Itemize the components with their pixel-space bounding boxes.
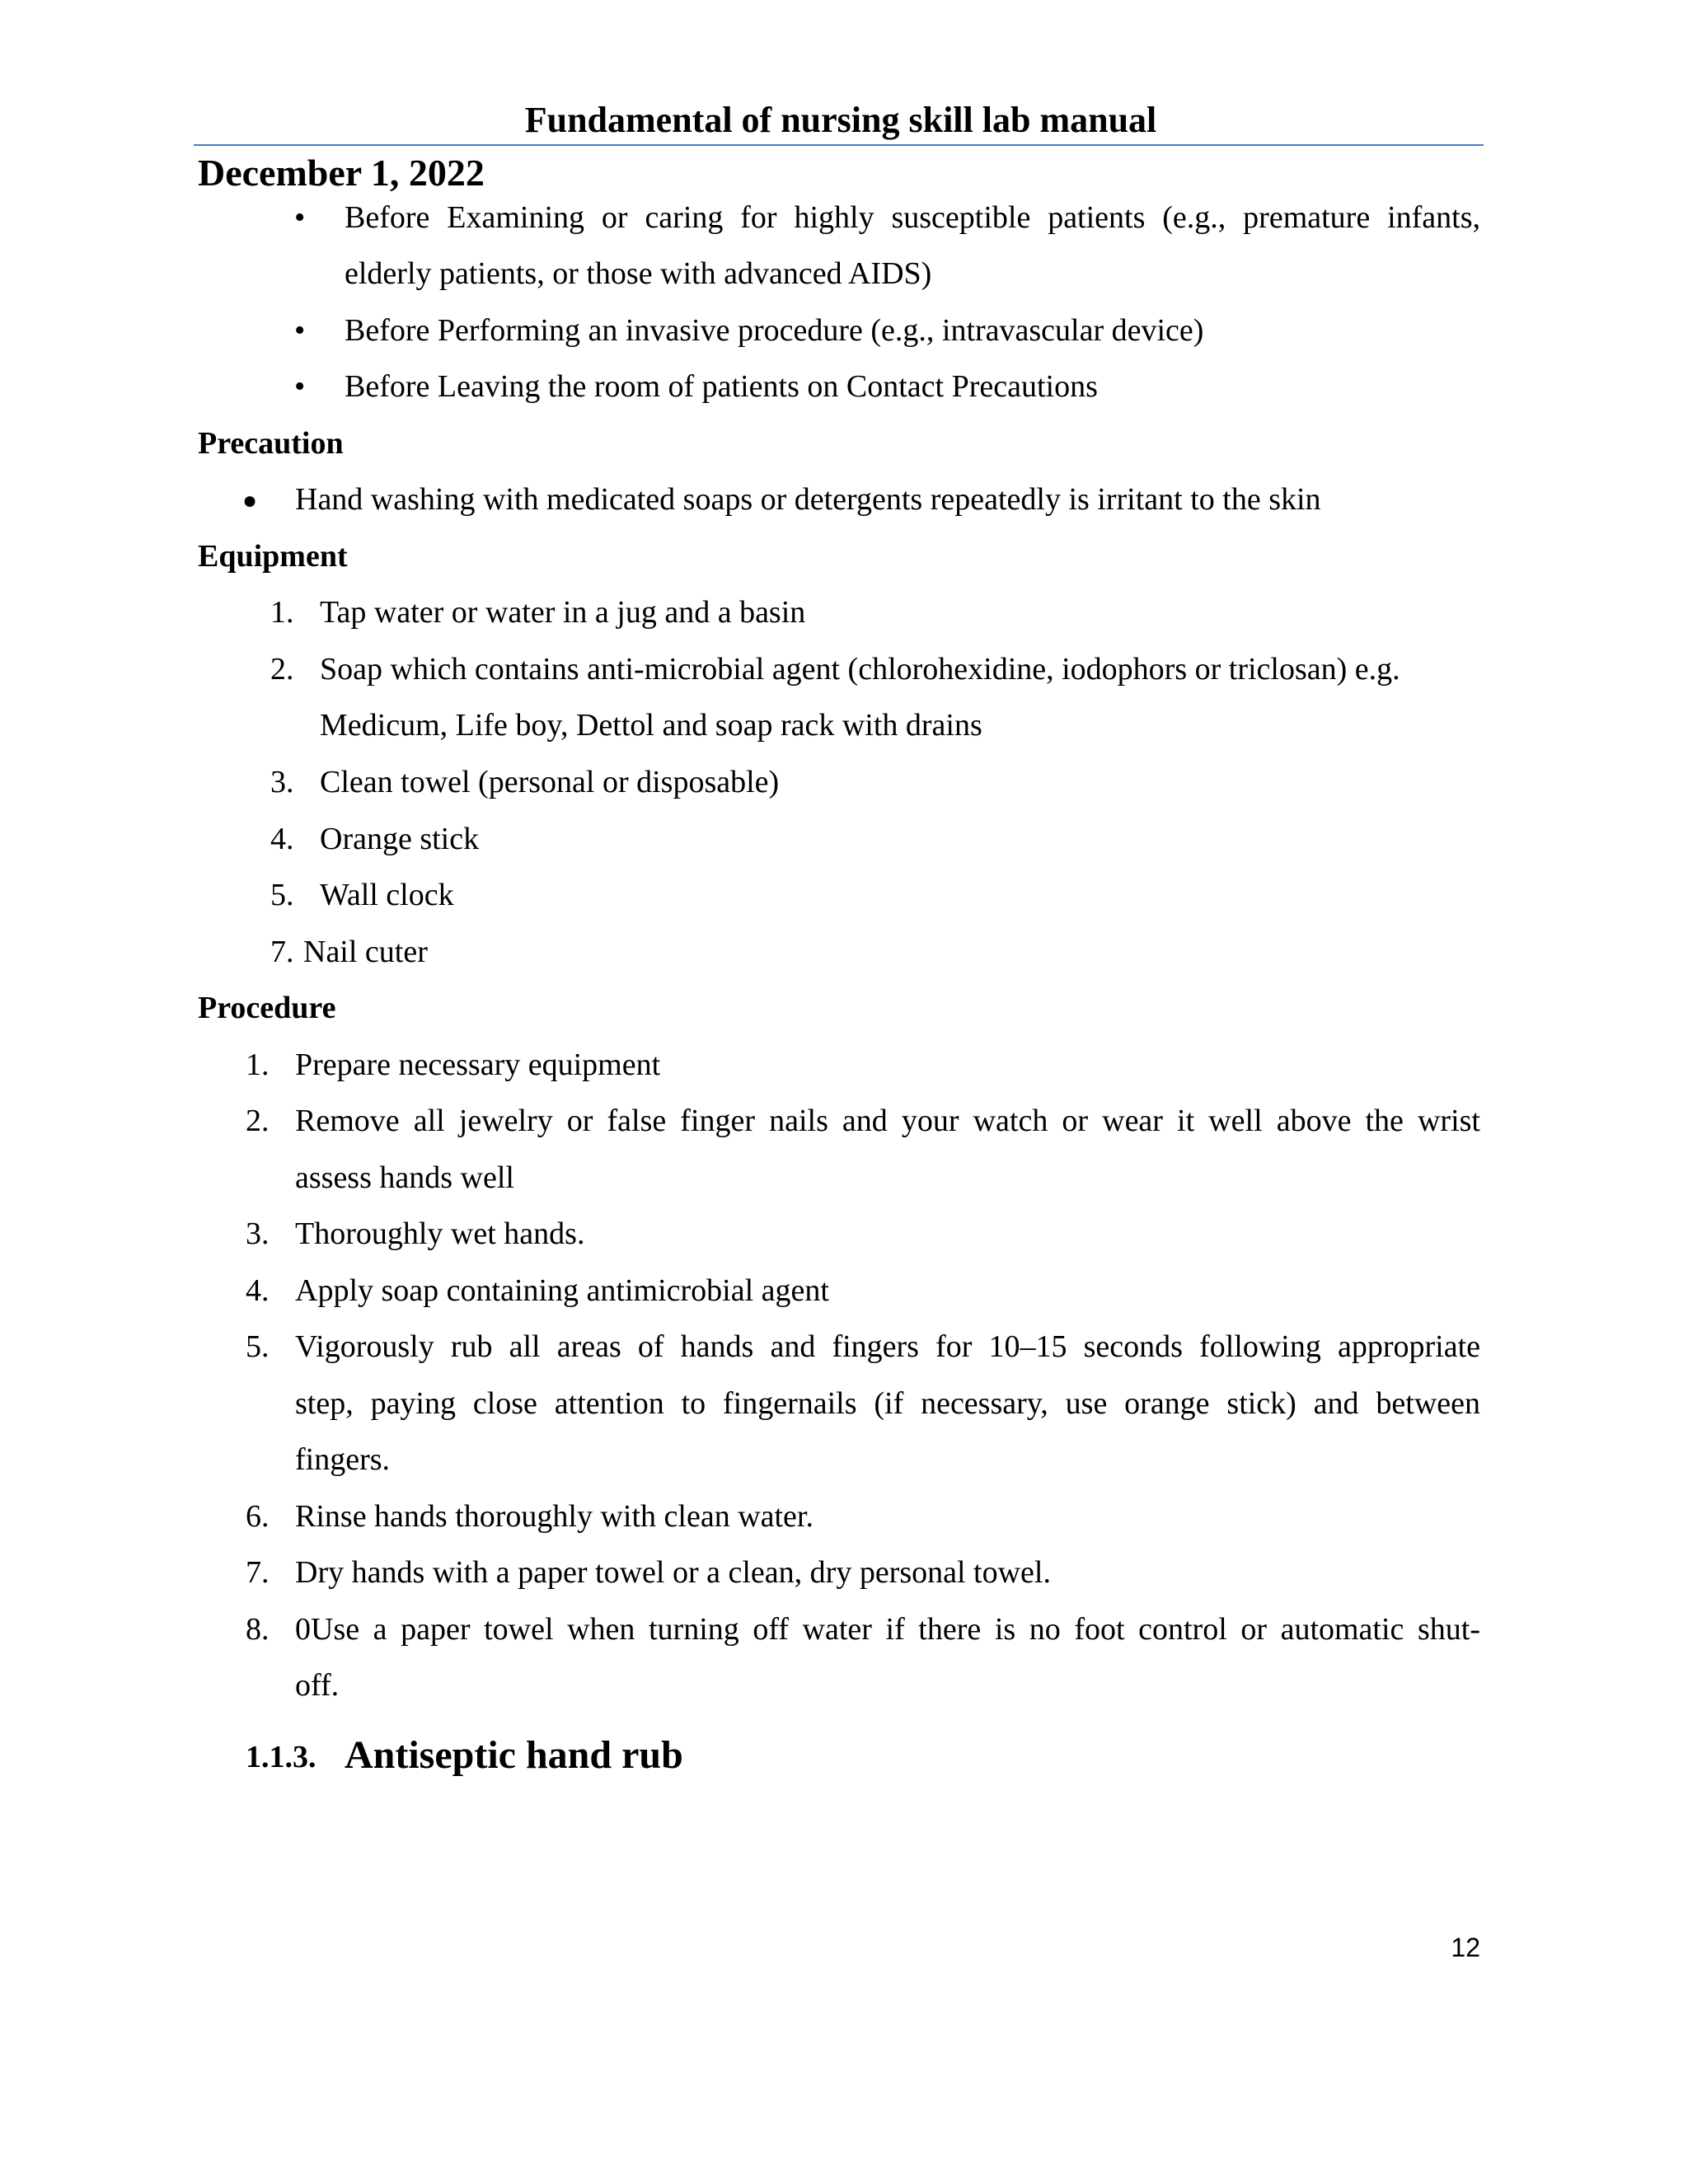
procedure-step: Apply soap containing antimicrobial agent bbox=[295, 1273, 829, 1308]
procedure-step: Dry hands with a paper towel or a clean, dry personal towel. bbox=[295, 1555, 1051, 1590]
equipment-number: 7. bbox=[270, 935, 294, 969]
bullet-marker: • bbox=[294, 200, 306, 235]
procedure-step-number: 4. bbox=[246, 1273, 270, 1308]
equipment-item: Orange stick bbox=[320, 822, 480, 856]
equipment-item: Nail cuter bbox=[303, 935, 428, 969]
bullet-marker: ● bbox=[242, 487, 258, 514]
page-number: 12 bbox=[1451, 1933, 1480, 1962]
procedure-step-number: 7. bbox=[246, 1555, 270, 1590]
bullet-item-examining: Before Examining or caring for highly susceptible patients (e.g., premature infants, bbox=[345, 200, 1480, 235]
procedure-heading: Procedure bbox=[198, 991, 336, 1025]
procedure-step: 0Use a paper towel when turning off water if there is no foot control or automatic shut- bbox=[295, 1612, 1480, 1647]
procedure-step-number: 3. bbox=[246, 1216, 270, 1251]
procedure-step-number: 2. bbox=[246, 1104, 270, 1138]
equipment-item-cont: Medicum, Life boy, Dettol and soap rack with drains bbox=[320, 708, 982, 743]
bullet-marker: • bbox=[294, 369, 306, 404]
equipment-heading: Equipment bbox=[198, 539, 348, 574]
bullet-item-leaving: Before Leaving the room of patients on Contact Precautions bbox=[345, 369, 1098, 404]
procedure-step-cont: assess hands well bbox=[295, 1160, 514, 1195]
bullet-item-examining-cont: elderly patients, or those with advanced AIDS) bbox=[345, 256, 932, 291]
subsection-number: 1.1.3. bbox=[246, 1740, 316, 1774]
procedure-step: Thoroughly wet hands. bbox=[295, 1216, 585, 1251]
subsection-title: Antiseptic hand rub bbox=[345, 1733, 683, 1777]
precaution-item: Hand washing with medicated soaps or detergents repeatedly is irritant to the skin bbox=[295, 482, 1321, 517]
equipment-number: 3. bbox=[270, 765, 294, 799]
bullet-item-invasive: Before Performing an invasive procedure (e.g., intravascular device) bbox=[345, 313, 1204, 348]
procedure-step-number: 6. bbox=[246, 1499, 270, 1534]
document-date: December 1, 2022 bbox=[198, 152, 485, 194]
procedure-step: Rinse hands thoroughly with clean water. bbox=[295, 1499, 814, 1534]
equipment-number: 5. bbox=[270, 878, 294, 912]
header-rule bbox=[194, 144, 1484, 146]
procedure-step-cont: off. bbox=[295, 1668, 340, 1703]
procedure-step-cont: step, paying close attention to fingernails (if necessary, use orange stick) and between bbox=[295, 1386, 1480, 1421]
procedure-step-number: 5. bbox=[246, 1329, 270, 1364]
procedure-step-number: 8. bbox=[246, 1612, 270, 1647]
equipment-item: Tap water or water in a jug and a basin bbox=[320, 595, 806, 630]
equipment-number: 2. bbox=[270, 652, 294, 687]
bullet-marker: • bbox=[294, 313, 306, 348]
procedure-step-number: 1. bbox=[246, 1047, 270, 1082]
page-header-title: Fundamental of nursing skill lab manual bbox=[524, 100, 1157, 140]
procedure-step: Prepare necessary equipment bbox=[295, 1047, 661, 1082]
equipment-item: Clean towel (personal or disposable) bbox=[320, 765, 780, 799]
equipment-item: Soap which contains anti-microbial agent (chlorohexidine, iodophors or triclosan) e.g. bbox=[320, 652, 1400, 687]
precaution-heading: Precaution bbox=[198, 426, 344, 461]
equipment-number: 1. bbox=[270, 595, 294, 630]
equipment-number: 4. bbox=[270, 822, 294, 856]
equipment-item: Wall clock bbox=[320, 878, 454, 912]
procedure-step: Vigorously rub all areas of hands and fingers for 10–15 seconds following appropriate bbox=[295, 1329, 1480, 1364]
procedure-step-cont: fingers. bbox=[295, 1442, 391, 1477]
procedure-step: Remove all jewelry or false finger nails and your watch or wear it well above the wrist bbox=[295, 1104, 1480, 1138]
